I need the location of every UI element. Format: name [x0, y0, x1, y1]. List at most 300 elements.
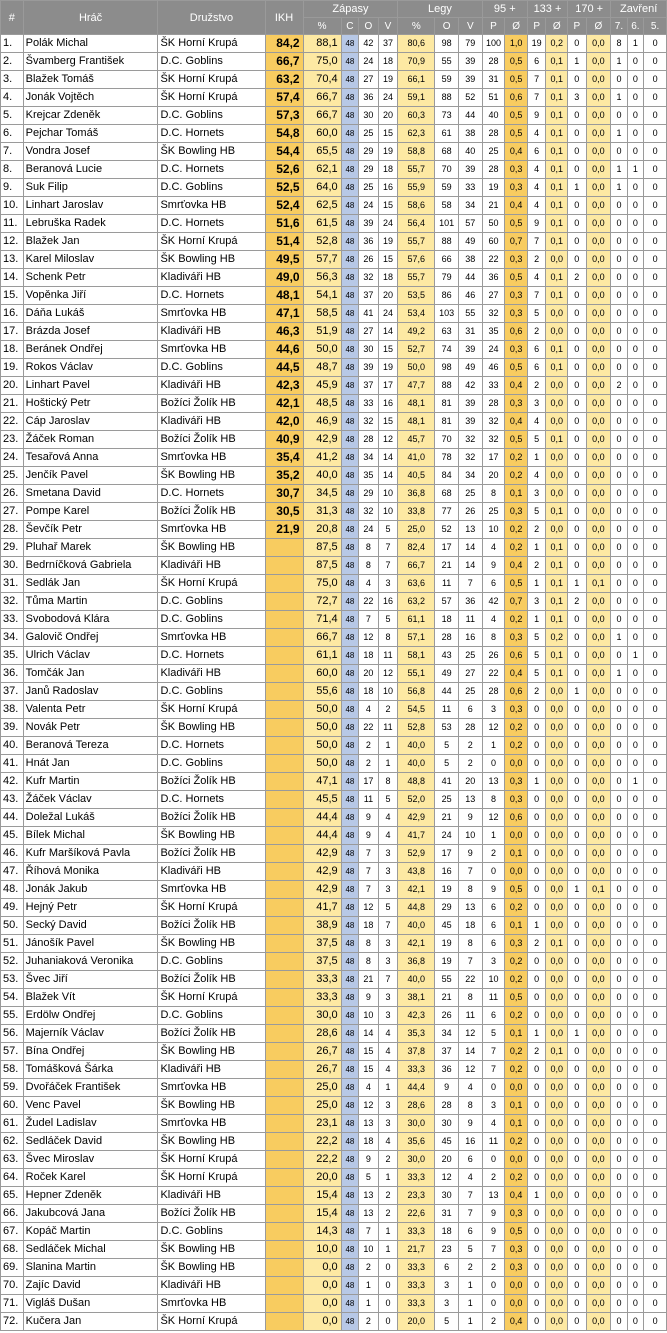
s133-count-cell: 1	[527, 449, 546, 467]
closure-6-cell: 0	[627, 989, 643, 1007]
closure-6-cell: 0	[627, 197, 643, 215]
s133-count-cell: 0	[527, 791, 546, 809]
s95-count-cell: 6	[482, 899, 505, 917]
s170-count-cell: 0	[568, 863, 587, 881]
table-row	[1, 215, 667, 233]
s95-count-cell: 24	[482, 341, 505, 359]
closure-6-cell: 0	[627, 89, 643, 107]
s133-count-cell: 1	[527, 773, 546, 791]
closure-6-cell: 0	[627, 233, 643, 251]
rank-cell: 10.	[1, 197, 24, 215]
ikh-cell	[265, 791, 303, 809]
s133-count-cell: 19	[527, 35, 546, 53]
header-closure-5: 5.	[644, 18, 667, 35]
s170-count-cell: 0	[568, 953, 587, 971]
team-cell: Kladiváři HB	[158, 323, 265, 341]
s170-avg-cell: 0,0	[586, 359, 611, 377]
leg-pct-cell: 37,8	[398, 1043, 435, 1061]
s170-avg-cell: 0,0	[586, 287, 611, 305]
s95-count-cell: 28	[482, 161, 505, 179]
s133-avg-cell: 0,1	[546, 215, 568, 233]
match-count-cell: 48	[341, 143, 358, 161]
s170-count-cell: 0	[568, 989, 587, 1007]
s95-avg-cell: 0,3	[505, 161, 528, 179]
player-name-cell: Žáček Václav	[23, 791, 158, 809]
table-row	[1, 935, 667, 953]
match-won-cell: 3	[378, 1097, 398, 1115]
s133-avg-cell: 0,0	[546, 413, 568, 431]
table-row	[1, 1259, 667, 1277]
match-won-cell: 11	[378, 719, 398, 737]
legs-won-cell: 25	[458, 683, 482, 701]
legs-won-cell: 25	[458, 647, 482, 665]
s133-avg-cell: 0,0	[546, 737, 568, 755]
rank-cell: 2.	[1, 53, 24, 71]
s133-count-cell: 4	[527, 413, 546, 431]
leg-pct-cell: 63,2	[398, 593, 435, 611]
team-cell: Smrťovka HB	[158, 305, 265, 323]
match-pct-cell: 51,9	[303, 323, 341, 341]
leg-pct-cell: 40,5	[398, 467, 435, 485]
match-count-cell: 48	[341, 665, 358, 683]
match-pct-cell: 0,0	[303, 1259, 341, 1277]
s170-count-cell: 0	[568, 809, 587, 827]
closure-6-cell: 0	[627, 827, 643, 845]
s170-avg-cell: 0,0	[586, 89, 611, 107]
match-played-cell: 10	[359, 1241, 379, 1259]
player-name-cell: Hoštický Petr	[23, 395, 158, 413]
team-cell: ŠK Bowling HB	[158, 539, 265, 557]
player-name-cell: Pejchar Tomáš	[23, 125, 158, 143]
table-row	[1, 1061, 667, 1079]
s133-count-cell: 7	[527, 89, 546, 107]
s170-count-cell: 0	[568, 251, 587, 269]
s170-avg-cell: 0,0	[586, 665, 611, 683]
s170-count-cell: 0	[568, 71, 587, 89]
s95-count-cell: 12	[482, 809, 505, 827]
match-pct-cell: 20,8	[303, 521, 341, 539]
table-row	[1, 971, 667, 989]
table-row	[1, 233, 667, 251]
s133-avg-cell: 0,0	[546, 1205, 568, 1223]
closure-5-cell: 0	[644, 197, 667, 215]
s133-avg-cell: 0,0	[546, 305, 568, 323]
match-pct-cell: 61,1	[303, 647, 341, 665]
match-count-cell: 48	[341, 269, 358, 287]
match-played-cell: 22	[359, 719, 379, 737]
s170-avg-cell: 0,0	[586, 1295, 611, 1313]
table-row	[1, 485, 667, 503]
s133-avg-cell: 0,1	[546, 665, 568, 683]
player-name-cell: Jakubcová Jana	[23, 1205, 158, 1223]
closure-7-cell: 0	[611, 269, 627, 287]
match-won-cell: 37	[378, 35, 398, 53]
legs-won-cell: 27	[458, 665, 482, 683]
rank-cell: 36.	[1, 665, 24, 683]
closure-7-cell: 0	[611, 305, 627, 323]
closure-7-cell: 0	[611, 485, 627, 503]
rank-cell: 30.	[1, 557, 24, 575]
closure-7-cell: 0	[611, 1205, 627, 1223]
s95-count-cell: 22	[482, 665, 505, 683]
match-count-cell: 48	[341, 737, 358, 755]
legs-won-cell: 16	[458, 1133, 482, 1151]
match-played-cell: 22	[359, 593, 379, 611]
ikh-cell: 40,9	[265, 431, 303, 449]
s95-avg-cell: 0,4	[505, 377, 528, 395]
rank-cell: 57.	[1, 1043, 24, 1061]
leg-pct-cell: 42,1	[398, 881, 435, 899]
s95-count-cell: 0	[482, 755, 505, 773]
closure-5-cell: 0	[644, 485, 667, 503]
leg-pct-cell: 53,5	[398, 287, 435, 305]
match-pct-cell: 48,5	[303, 395, 341, 413]
header-closures: Zavření	[611, 1, 667, 18]
closure-7-cell: 0	[611, 1133, 627, 1151]
s95-avg-cell: 0,3	[505, 791, 528, 809]
legs-won-cell: 52	[458, 89, 482, 107]
s170-count-cell: 0	[568, 719, 587, 737]
match-won-cell: 2	[378, 1187, 398, 1205]
rank-cell: 35.	[1, 647, 24, 665]
header-rank: #	[1, 1, 24, 35]
closure-5-cell: 0	[644, 251, 667, 269]
closure-6-cell: 1	[627, 773, 643, 791]
s95-count-cell: 11	[482, 1133, 505, 1151]
s170-avg-cell: 0,0	[586, 1079, 611, 1097]
match-count-cell: 48	[341, 935, 358, 953]
leg-pct-cell: 59,1	[398, 89, 435, 107]
table-row	[1, 467, 667, 485]
closure-5-cell: 0	[644, 701, 667, 719]
match-played-cell: 13	[359, 1205, 379, 1223]
legs-won-cell: 6	[458, 1151, 482, 1169]
s95-avg-cell: 0,5	[505, 71, 528, 89]
match-played-cell: 9	[359, 827, 379, 845]
s170-avg-cell: 0,0	[586, 791, 611, 809]
s133-count-cell: 2	[527, 935, 546, 953]
match-won-cell: 15	[378, 413, 398, 431]
s133-avg-cell: 0,2	[546, 35, 568, 53]
closure-7-cell: 0	[611, 287, 627, 305]
s133-avg-cell: 0,1	[546, 125, 568, 143]
s95-avg-cell: 0,4	[505, 197, 528, 215]
s170-count-cell: 1	[568, 575, 587, 593]
player-name-cell: Dvořáček František	[23, 1079, 158, 1097]
match-won-cell: 3	[378, 845, 398, 863]
header-133-p: P	[527, 18, 546, 35]
s133-avg-cell: 0,1	[546, 1043, 568, 1061]
match-played-cell: 8	[359, 539, 379, 557]
match-pct-cell: 46,9	[303, 413, 341, 431]
closure-7-cell: 0	[611, 467, 627, 485]
legs-played-cell: 78	[435, 449, 459, 467]
match-won-cell: 4	[378, 809, 398, 827]
table-row	[1, 1295, 667, 1313]
match-pct-cell: 33,3	[303, 989, 341, 1007]
s133-count-cell: 2	[527, 521, 546, 539]
s95-avg-cell: 0,3	[505, 1205, 528, 1223]
legs-won-cell: 9	[458, 845, 482, 863]
s133-avg-cell: 0,0	[546, 1295, 568, 1313]
match-won-cell: 15	[378, 197, 398, 215]
closure-7-cell: 0	[611, 1295, 627, 1313]
legs-won-cell: 79	[458, 35, 482, 53]
rank-cell: 21.	[1, 395, 24, 413]
s95-avg-cell: 0,1	[505, 1025, 528, 1043]
rank-cell: 72.	[1, 1313, 24, 1331]
s170-count-cell: 0	[568, 323, 587, 341]
team-cell: D.C. Hornets	[158, 287, 265, 305]
s133-avg-cell: 0,1	[546, 359, 568, 377]
legs-won-cell: 20	[458, 773, 482, 791]
match-count-cell: 48	[341, 71, 358, 89]
team-cell: Božíci Žolík HB	[158, 1025, 265, 1043]
header-team: Družstvo	[158, 1, 265, 35]
match-pct-cell: 50,0	[303, 719, 341, 737]
player-name-cell: Svobodová Klára	[23, 611, 158, 629]
leg-pct-cell: 48,8	[398, 773, 435, 791]
legs-won-cell: 25	[458, 485, 482, 503]
s133-count-cell: 2	[527, 557, 546, 575]
match-played-cell: 24	[359, 197, 379, 215]
closure-5-cell: 0	[644, 1115, 667, 1133]
s95-count-cell: 42	[482, 593, 505, 611]
match-count-cell: 48	[341, 161, 358, 179]
s170-avg-cell: 0,0	[586, 125, 611, 143]
closure-5-cell: 0	[644, 539, 667, 557]
legs-won-cell: 6	[458, 1223, 482, 1241]
s133-count-cell: 6	[527, 53, 546, 71]
s133-count-cell: 0	[527, 1205, 546, 1223]
leg-pct-cell: 35,6	[398, 1133, 435, 1151]
ikh-cell: 30,5	[265, 503, 303, 521]
team-cell: ŠK Horní Krupá	[158, 233, 265, 251]
match-won-cell: 10	[378, 503, 398, 521]
player-name-cell: Beranová Lucie	[23, 161, 158, 179]
leg-pct-cell: 40,0	[398, 737, 435, 755]
s133-count-cell: 0	[527, 863, 546, 881]
match-won-cell: 19	[378, 71, 398, 89]
match-count-cell: 48	[341, 881, 358, 899]
legs-played-cell: 3	[435, 1295, 459, 1313]
s170-count-cell: 0	[568, 503, 587, 521]
s95-avg-cell: 0,6	[505, 809, 528, 827]
s95-avg-cell: 0,3	[505, 341, 528, 359]
s170-avg-cell: 0,0	[586, 593, 611, 611]
closure-5-cell: 0	[644, 1097, 667, 1115]
table-row	[1, 719, 667, 737]
s133-count-cell: 7	[527, 71, 546, 89]
player-name-cell: Majerník Václav	[23, 1025, 158, 1043]
match-won-cell: 14	[378, 323, 398, 341]
legs-played-cell: 61	[435, 125, 459, 143]
ikh-cell	[265, 917, 303, 935]
ikh-cell	[265, 1277, 303, 1295]
s133-count-cell: 2	[527, 377, 546, 395]
rank-cell: 42.	[1, 773, 24, 791]
match-pct-cell: 60,0	[303, 125, 341, 143]
closure-6-cell: 0	[627, 809, 643, 827]
closure-5-cell: 0	[644, 557, 667, 575]
s95-count-cell: 9	[482, 881, 505, 899]
legs-won-cell: 42	[458, 377, 482, 395]
leg-pct-cell: 57,6	[398, 251, 435, 269]
leg-pct-cell: 50,0	[398, 359, 435, 377]
s133-count-cell: 9	[527, 215, 546, 233]
legs-played-cell: 98	[435, 35, 459, 53]
player-name-cell: Rokos Václav	[23, 359, 158, 377]
s170-avg-cell: 0,0	[586, 755, 611, 773]
s133-count-cell: 0	[527, 719, 546, 737]
s170-count-cell: 0	[568, 143, 587, 161]
match-won-cell: 2	[378, 1151, 398, 1169]
s170-avg-cell: 0,0	[586, 521, 611, 539]
legs-played-cell: 73	[435, 107, 459, 125]
ikh-cell: 52,6	[265, 161, 303, 179]
ikh-cell	[265, 647, 303, 665]
ikh-cell	[265, 1241, 303, 1259]
ikh-cell: 49,5	[265, 251, 303, 269]
team-cell: ŠK Bowling HB	[158, 1259, 265, 1277]
match-won-cell: 8	[378, 629, 398, 647]
match-pct-cell: 15,4	[303, 1205, 341, 1223]
s170-count-cell: 0	[568, 1097, 587, 1115]
match-played-cell: 18	[359, 1133, 379, 1151]
legs-played-cell: 5	[435, 1313, 459, 1331]
player-name-cell: Valenta Petr	[23, 701, 158, 719]
s170-count-cell: 0	[568, 305, 587, 323]
match-pct-cell: 42,9	[303, 845, 341, 863]
leg-pct-cell: 44,8	[398, 899, 435, 917]
closure-7-cell: 0	[611, 845, 627, 863]
legs-played-cell: 37	[435, 1043, 459, 1061]
team-cell: D.C. Goblins	[158, 53, 265, 71]
s133-count-cell: 3	[527, 395, 546, 413]
s170-avg-cell: 0,0	[586, 899, 611, 917]
s133-avg-cell: 0,0	[546, 773, 568, 791]
match-count-cell: 48	[341, 1169, 358, 1187]
leg-pct-cell: 54,5	[398, 701, 435, 719]
rank-cell: 25.	[1, 467, 24, 485]
match-count-cell: 48	[341, 593, 358, 611]
closure-7-cell: 0	[611, 1007, 627, 1025]
rank-cell: 44.	[1, 809, 24, 827]
s133-avg-cell: 0,0	[546, 1277, 568, 1295]
s170-count-cell: 0	[568, 161, 587, 179]
legs-played-cell: 98	[435, 359, 459, 377]
match-won-cell: 12	[378, 665, 398, 683]
match-count-cell: 48	[341, 755, 358, 773]
closure-7-cell: 0	[611, 1043, 627, 1061]
match-played-cell: 33	[359, 395, 379, 413]
match-played-cell: 12	[359, 629, 379, 647]
match-pct-cell: 64,0	[303, 179, 341, 197]
player-name-cell: Tesařová Anna	[23, 449, 158, 467]
closure-5-cell: 0	[644, 503, 667, 521]
rank-cell: 46.	[1, 845, 24, 863]
s95-avg-cell: 0,3	[505, 1259, 528, 1277]
s95-avg-cell: 0,5	[505, 215, 528, 233]
s95-count-cell: 28	[482, 683, 505, 701]
legs-won-cell: 7	[458, 863, 482, 881]
ikh-cell	[265, 1007, 303, 1025]
ikh-cell: 21,9	[265, 521, 303, 539]
legs-played-cell: 74	[435, 341, 459, 359]
match-count-cell: 48	[341, 215, 358, 233]
closure-6-cell: 0	[627, 521, 643, 539]
s95-avg-cell: 0,5	[505, 125, 528, 143]
legs-won-cell: 14	[458, 539, 482, 557]
player-name-cell: Hepner Zdeněk	[23, 1187, 158, 1205]
match-pct-cell: 66,7	[303, 89, 341, 107]
legs-played-cell: 58	[435, 197, 459, 215]
table-row	[1, 917, 667, 935]
s170-avg-cell: 0,0	[586, 269, 611, 287]
legs-played-cell: 66	[435, 251, 459, 269]
legs-played-cell: 101	[435, 215, 459, 233]
ikh-cell	[265, 1115, 303, 1133]
s95-count-cell: 10	[482, 971, 505, 989]
legs-won-cell: 1	[458, 1295, 482, 1313]
s170-avg-cell: 0,0	[586, 35, 611, 53]
legs-played-cell: 81	[435, 395, 459, 413]
s95-count-cell: 6	[482, 575, 505, 593]
match-played-cell: 29	[359, 161, 379, 179]
rank-cell: 3.	[1, 71, 24, 89]
match-pct-cell: 22,2	[303, 1151, 341, 1169]
player-name-cell: Brázda Josef	[23, 323, 158, 341]
leg-pct-cell: 35,3	[398, 1025, 435, 1043]
s170-count-cell: 0	[568, 647, 587, 665]
legs-played-cell: 21	[435, 989, 459, 1007]
closure-6-cell: 1	[627, 647, 643, 665]
match-played-cell: 2	[359, 1259, 379, 1277]
match-played-cell: 14	[359, 1025, 379, 1043]
s95-count-cell: 36	[482, 269, 505, 287]
s95-count-cell: 32	[482, 431, 505, 449]
match-count-cell: 48	[341, 1151, 358, 1169]
s170-avg-cell: 0,0	[586, 323, 611, 341]
rank-cell: 61.	[1, 1115, 24, 1133]
match-won-cell: 1	[378, 1169, 398, 1187]
rank-cell: 24.	[1, 449, 24, 467]
leg-pct-cell: 33,3	[398, 1295, 435, 1313]
match-count-cell: 48	[341, 1007, 358, 1025]
match-played-cell: 4	[359, 575, 379, 593]
match-played-cell: 29	[359, 143, 379, 161]
s95-avg-cell: 0,0	[505, 755, 528, 773]
player-name-cell: Sedláček David	[23, 1133, 158, 1151]
ikh-cell: 63,2	[265, 71, 303, 89]
match-pct-cell: 42,9	[303, 431, 341, 449]
legs-won-cell: 12	[458, 1061, 482, 1079]
s133-avg-cell: 0,1	[546, 557, 568, 575]
closure-5-cell: 0	[644, 683, 667, 701]
match-played-cell: 27	[359, 323, 379, 341]
team-cell: D.C. Hornets	[158, 791, 265, 809]
player-name-cell: Pompe Karel	[23, 503, 158, 521]
ikh-cell	[265, 665, 303, 683]
closure-6-cell: 0	[627, 179, 643, 197]
s95-avg-cell: 0,1	[505, 917, 528, 935]
s133-avg-cell: 0,0	[546, 1223, 568, 1241]
table-row	[1, 179, 667, 197]
s95-avg-cell: 0,2	[505, 539, 528, 557]
closure-6-cell: 0	[627, 701, 643, 719]
closure-6-cell: 0	[627, 467, 643, 485]
s170-avg-cell: 0,0	[586, 647, 611, 665]
